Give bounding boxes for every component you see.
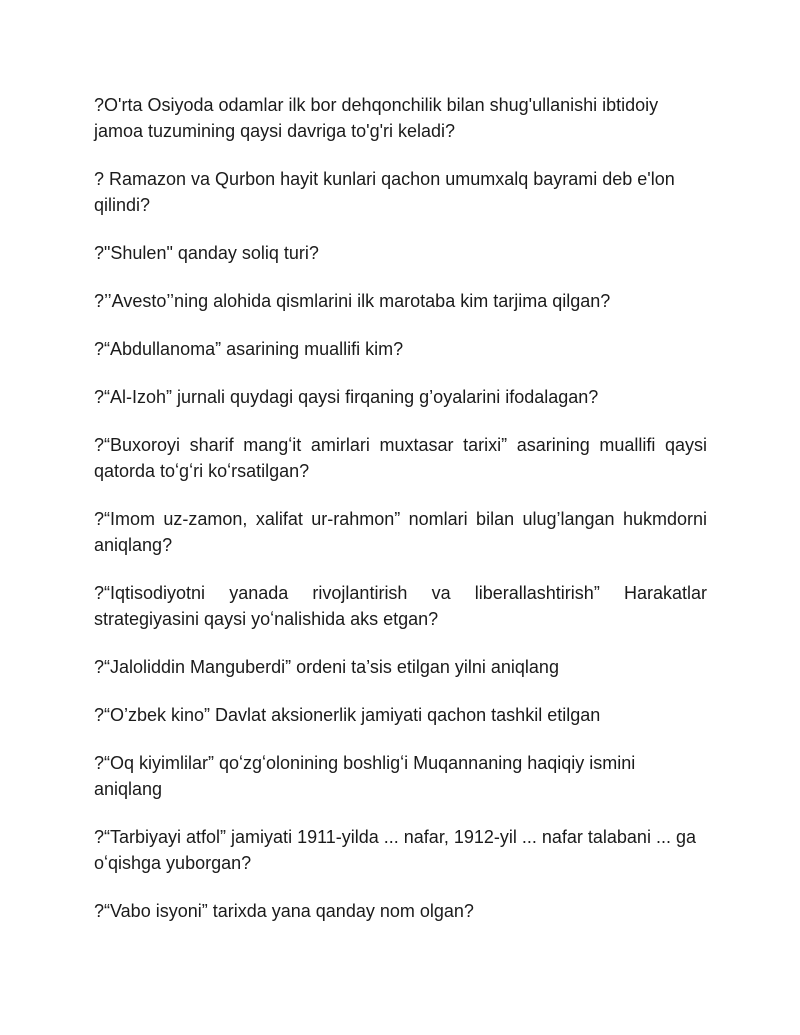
question-line: ?“Imom uz-zamon, xalifat ur-rahmon” nomlari bilan ulug’langan hukmdorni bbox=[94, 509, 707, 529]
question-line: ?“Iqtisodiyotni yanada rivojlantirish va liberallashtirish” Harakatlar bbox=[94, 583, 707, 603]
question-line: qilindi? bbox=[94, 195, 151, 215]
question-line: ?“Al-Izoh” jurnali quydagi qaysi firqaning g’oyalarini ifodalagan? bbox=[94, 387, 599, 407]
question-paragraph bbox=[94, 240, 707, 266]
question-paragraph bbox=[94, 580, 707, 632]
question-line: qatorda toʻgʻri koʻrsatilgan? bbox=[94, 461, 310, 481]
question-line: ?“Vabo isyoni” tarixda yana qanday nom olgan? bbox=[94, 901, 474, 921]
question-line: ?“O’zbek kino” Davlat aksionerlik jamiyati qachon tashkil etilgan bbox=[94, 705, 601, 725]
question-line: ?’’Avesto’’ning alohida qismlarini ilk marotaba kim tarjima qilgan? bbox=[94, 291, 611, 311]
question-line: ?“Tarbiyayi atfol” jamiyati 1911-yilda ... nafar, 1912-yil ... nafar talabani ... ga bbox=[94, 827, 696, 847]
question-line: ? Ramazon va Qurbon hayit kunlari qachon umumxalq bayrami deb e'lon bbox=[94, 169, 675, 189]
question-paragraph bbox=[94, 824, 707, 876]
question-line: aniqlang? bbox=[94, 535, 173, 555]
question-paragraph bbox=[94, 384, 707, 410]
question-line: ?“Buxoroyi sharif mangʻit amirlari muxtasar tarixi” asarining muallifi qaysi bbox=[94, 435, 707, 455]
question-line: oʻqishga yuborgan? bbox=[94, 853, 252, 873]
question-line: ?“Oq kiyimlilar” qoʻzgʻolonining boshligʻi Muqannaning haqiqiy ismini bbox=[94, 753, 636, 773]
question-line: ?"Shulen" qanday soliq turi? bbox=[94, 243, 319, 263]
question-line: ?O'rta Osiyoda odamlar ilk bor dehqonchilik bilan shug'ullanishi ibtidoiy bbox=[94, 95, 659, 115]
question-paragraph bbox=[94, 506, 707, 558]
question-paragraph bbox=[94, 288, 707, 314]
question-line: ?“Jaloliddin Manguberdi” ordeni ta’sis etilgan yilni aniqlang bbox=[94, 657, 559, 677]
question-line: aniqlang bbox=[94, 779, 163, 799]
question-paragraph bbox=[94, 432, 707, 484]
question-paragraph bbox=[94, 702, 707, 728]
question-paragraph bbox=[94, 898, 707, 924]
question-line: jamoa tuzumining qaysi davriga to'g'ri keladi? bbox=[94, 121, 456, 141]
question-line: ?“Abdullanoma” asarining muallifi kim? bbox=[94, 339, 404, 359]
question-paragraph bbox=[94, 336, 707, 362]
question-paragraph bbox=[94, 92, 707, 144]
question-paragraph bbox=[94, 654, 707, 680]
question-paragraph bbox=[94, 750, 707, 802]
question-paragraph bbox=[94, 166, 707, 218]
question-line: strategiyasini qaysi yoʻnalishida aks etgan? bbox=[94, 609, 439, 629]
